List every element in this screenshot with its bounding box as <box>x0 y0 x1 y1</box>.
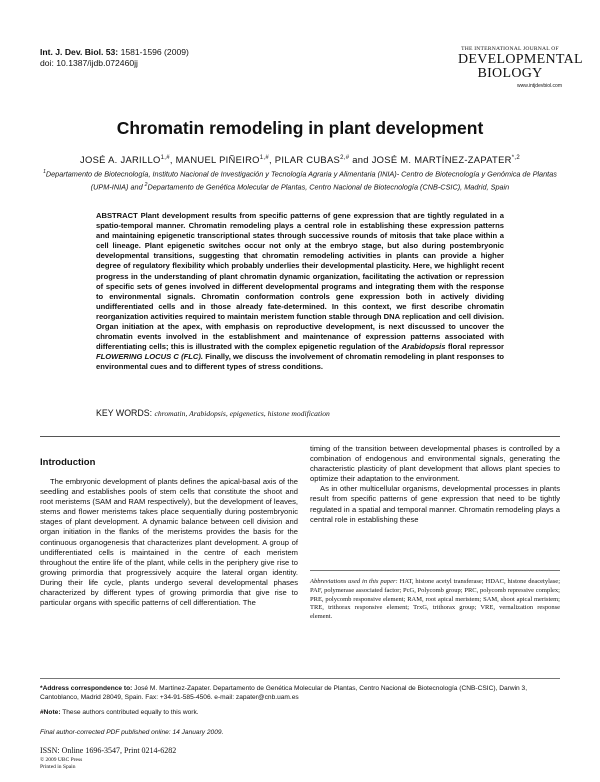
footnote-divider <box>40 678 560 679</box>
correspondence-note <box>40 684 560 703</box>
abbreviations-divider <box>310 570 560 571</box>
author-4: and JOSÉ M. MARTÍNEZ-ZAPATER <box>349 154 512 165</box>
copyright: © 2009 UBC Press <box>40 757 83 763</box>
doi[interactable]: doi: 10.1387/ijdb.072460jj <box>40 58 138 68</box>
journal-abbrev: Int. J. Dev. Biol. <box>40 47 104 57</box>
author-2: , MANUEL PIÑEIRO <box>169 154 260 165</box>
equal-note-text: These authors contributed equally to this work. <box>60 709 199 716</box>
abbreviations-box <box>310 578 560 622</box>
pages-year: 1581-1596 (2009) <box>120 47 189 57</box>
logo-line2: DEVELOPMENTAL <box>458 52 583 67</box>
section-divider <box>40 436 560 437</box>
logo-url[interactable]: www.intjdevbiol.com <box>516 83 562 89</box>
printed-in: Printed in Spain <box>40 764 76 770</box>
keywords-values: chromatin, Arabidopsis, epigenetics, histone modification <box>154 409 330 418</box>
logo-line1: THE INTERNATIONAL JOURNAL OF <box>461 46 559 52</box>
equal-contribution-note <box>40 709 199 716</box>
author-list <box>0 154 600 165</box>
correspondence-label: *Address correspondence to: <box>40 685 133 692</box>
intro-paragraph-3: As in other multicellular organisms, developmental processes in plants result from specific patterns of gene expression that need to be tightly regulated in a spatial and temporal manner. Chromatin remodeling plays a central role in establishing these <box>310 484 560 524</box>
body-column-left <box>40 477 298 608</box>
introduction-heading: Introduction <box>40 457 96 468</box>
affil-sup-2: 2 <box>144 181 148 188</box>
abstract-italic-flc: FLOWERING LOCUS C (FLC). <box>96 352 203 362</box>
author-3-sup: 2,# <box>340 154 350 161</box>
equal-note-label: #Note: <box>40 709 61 716</box>
author-3: , PILAR CUBAS <box>268 154 341 165</box>
citation-block <box>40 47 189 69</box>
author-4-sup: *,2 <box>511 154 520 161</box>
copyright-block <box>40 757 82 771</box>
keywords <box>96 408 504 418</box>
journal-logo <box>458 46 583 89</box>
abstract-text-c: Finally, we discuss the involvement of chromatin remodeling in plant responses to environmental cues and to different types of stress conditions. <box>96 352 504 372</box>
affiliation-2: Departamento de Genética Molecular de Plantas, Centro Nacional de Biotecnología (CNB-CSIC), Madrid, Spain <box>147 182 510 192</box>
affiliation-1: Departamento de Biotecnología, Instituto Nacional de Investigación y Tecnología Agraria y Alimentaria (INIA)- Centro de Biotecnología y Genómica de Plantas (UPM-INIA) and <box>45 169 557 192</box>
logo-line3: BIOLOGY <box>477 66 543 81</box>
body-column-right <box>310 444 560 525</box>
affiliations <box>36 167 564 193</box>
issn: ISSN: Online 1696-3547, Print 0214-6282 <box>40 746 177 755</box>
keywords-label: KEY WORDS: <box>96 408 153 418</box>
correspondence-text: José M. Martínez-Zapater. Departamento de Genética Molecular de Plantas, Centro Nacional de Biotecnología (CNB-CSIC), Darwin 3, Cantoblanco, Madrid 28049, Spain. Fax: +34-91-585-4506. e-mail: zapater@cnb.uam.es <box>40 685 528 702</box>
publication-note: Final author-corrected PDF published online: 14 January 2009. <box>40 729 224 736</box>
author-1-sup: 1,# <box>160 154 170 161</box>
intro-paragraph-2: timing of the transition between developmental phases is controlled by a combination of endogenous and environmental signals, generating the characteristic plasticity of plant development that allows plant species to optimize their adaptation to the environment. <box>310 444 560 484</box>
abstract-italic-arabidopsis: Arabidopsis <box>401 342 446 352</box>
intro-paragraph-1: The embryonic development of plants defines the apical-basal axis of the seedling and establishes pools of stem cells that constitute the shoot and root meristems (SAM and RAM respectively), but the development of leaves, stems and flower meristems takes place sequentially during postembryonic stages of plant development. A dynamic balance between cell division and organ initiation in the flanks of the meristems provides the basis for the continuous organogenesis that characterizes plant development. A group of undifferentiated cells is maintained in the centre of each meristem throughout the entire life of the plant, while cells in the periphery give rise to growing primordia that progressively acquire the lateral organ identity. During their life cycle, plants undergo several developmental phases characterized by different types of growing primordia that give rise to particular organs with specific patterns of cell differentiation. The <box>40 477 298 608</box>
author-2-sup: 1,# <box>259 154 269 161</box>
abstract-label: ABSTRACT <box>96 211 138 220</box>
abbreviations-label: Abbreviations used in this paper: <box>310 578 398 585</box>
abstract-text-b: floral repressor <box>445 342 504 352</box>
author-1: JOSÉ A. JARILLO <box>80 154 161 165</box>
article-title: Chromatin remodeling in plant development <box>116 118 484 138</box>
abstract-text-a: Plant development results from specific patterns of gene expression that are tightly regulated in a spatio-temporal manner. Chromatin remodeling plays a central role in establishing these expression patterns and maintaining epigenetic transcriptional states through successive rounds of mitosis that take place within a cell lineage. Plant epigenetic switches occur not only at the embryo stage, but also during postembryonic developmental transitions, suggesting that chromatin remodeling activities in plants can provide a higher degree of regulatory flexibility which probably underlies their developmental plasticity. Here, we highlight recent progress in the understanding of plant chromatin dynamic organization, facilitating the activation or repression of specific sets of genes involved in different developmental programs and integrating them with the response to environmental signals. Chromatin conformation controls gene expression both in actively dividing undifferentiated cells and in those already fate-determined. In this context, we first describe chromatin reorganization activities required to maintain meristem function stable through DNA replication and cell division. Organ initiation at the apex, with emphasis on reproductive development, is next discussed to uncover the chromatin events involved in the establishment and maintenance of expression patterns associated with differentiating cells; this is illustrated with the complex epigenetic regulation of the <box>96 211 504 352</box>
abstract <box>96 211 504 373</box>
volume: 53: <box>105 47 119 57</box>
affil-sup-1: 1 <box>43 169 46 175</box>
abbreviations-text: HAT, histone acetyl transferase; HDAC, histone deacetylase; PAF, polymerase associated factor; PcG, Polycomb group; PRC, polycomb repressive complex; PRE, polycomb responsive element; RAM, root apical meristem; SAM, shoot apical meristem; TRE, trithorax responsive element; TrxG, trithorax group; VRE, vernalization response element. <box>310 578 561 621</box>
